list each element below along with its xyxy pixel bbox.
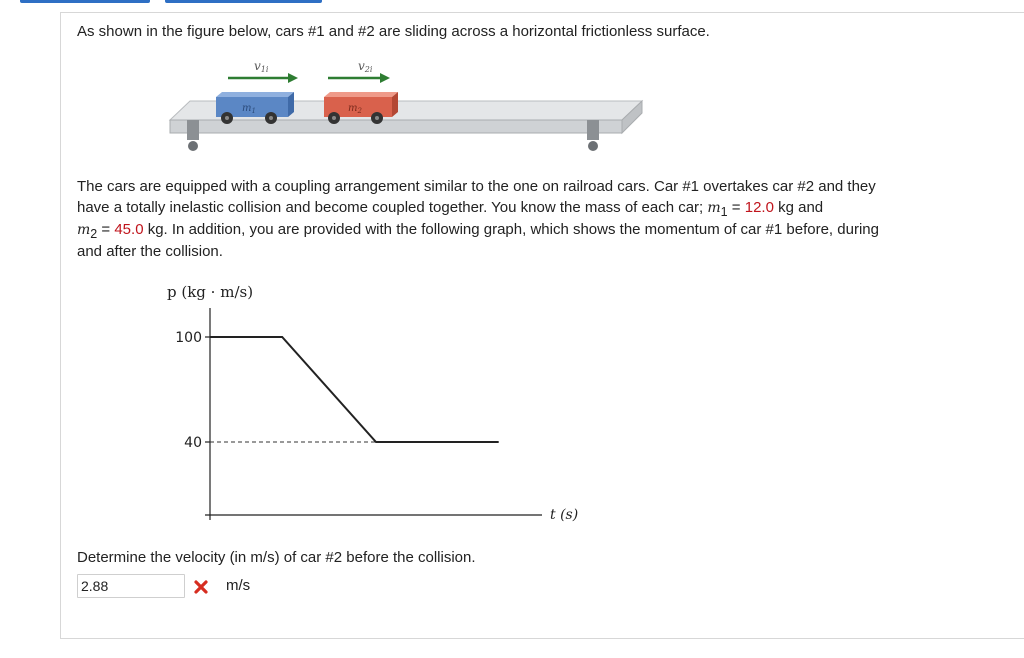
- m1-value: 12.0: [744, 199, 774, 216]
- chart-xlabel: t (s): [550, 507, 579, 523]
- intro-text: As shown in the figure below, cars #1 and #2 are sliding across a horizontal frictionless surface.: [77, 23, 710, 40]
- m2-value: 45.0: [114, 221, 144, 238]
- top-tab-1[interactable]: [20, 0, 150, 3]
- incorrect-x-icon: [193, 579, 209, 595]
- m1-equals: =: [727, 199, 745, 216]
- body-line-4: and after the collision.: [77, 243, 223, 260]
- y-tick-label-100: 100: [175, 330, 202, 346]
- v1-label: v1i: [254, 59, 269, 74]
- v2-label: v2i: [358, 59, 373, 74]
- cars-figure: [160, 55, 650, 165]
- question-text: Determine the velocity (in m/s) of car #2 before the collision.: [77, 549, 476, 566]
- answer-unit: m/s: [226, 577, 251, 594]
- momentum-chart: [160, 275, 600, 530]
- body-line-2-end: kg and: [773, 199, 824, 216]
- y-tick-label-40: 40: [184, 435, 202, 451]
- v2-arrow: [328, 73, 390, 83]
- svg-text:m2: $m_2$: [348, 103, 362, 115]
- momentum-line: [210, 337, 499, 442]
- m1-subscript: 1: [720, 205, 728, 219]
- top-tab-2[interactable]: [165, 0, 322, 3]
- m2-subscript: 2: [90, 227, 98, 241]
- svg-text:m1: $m_1$: [242, 103, 256, 115]
- m2-equals: =: [97, 221, 115, 238]
- chart-ylabel: p (kg · m/s): [167, 283, 254, 301]
- body-line-3-text: kg. In addition, you are provided with the following graph, which shows the momentum of car #1 before, during: [143, 221, 879, 238]
- v1-arrow: [228, 73, 298, 83]
- body-line-1: The cars are equipped with a coupling arrangement similar to the one on railroad cars. Car #1 overtakes car #2 and they: [77, 178, 876, 195]
- m2-symbol: m: [77, 222, 91, 238]
- m1-symbol: m: [707, 200, 721, 216]
- body-line-2-text: have a totally inelastic collision and become coupled together. You know the mass of each car;: [77, 199, 708, 216]
- answer-input[interactable]: 2.88: [77, 574, 185, 598]
